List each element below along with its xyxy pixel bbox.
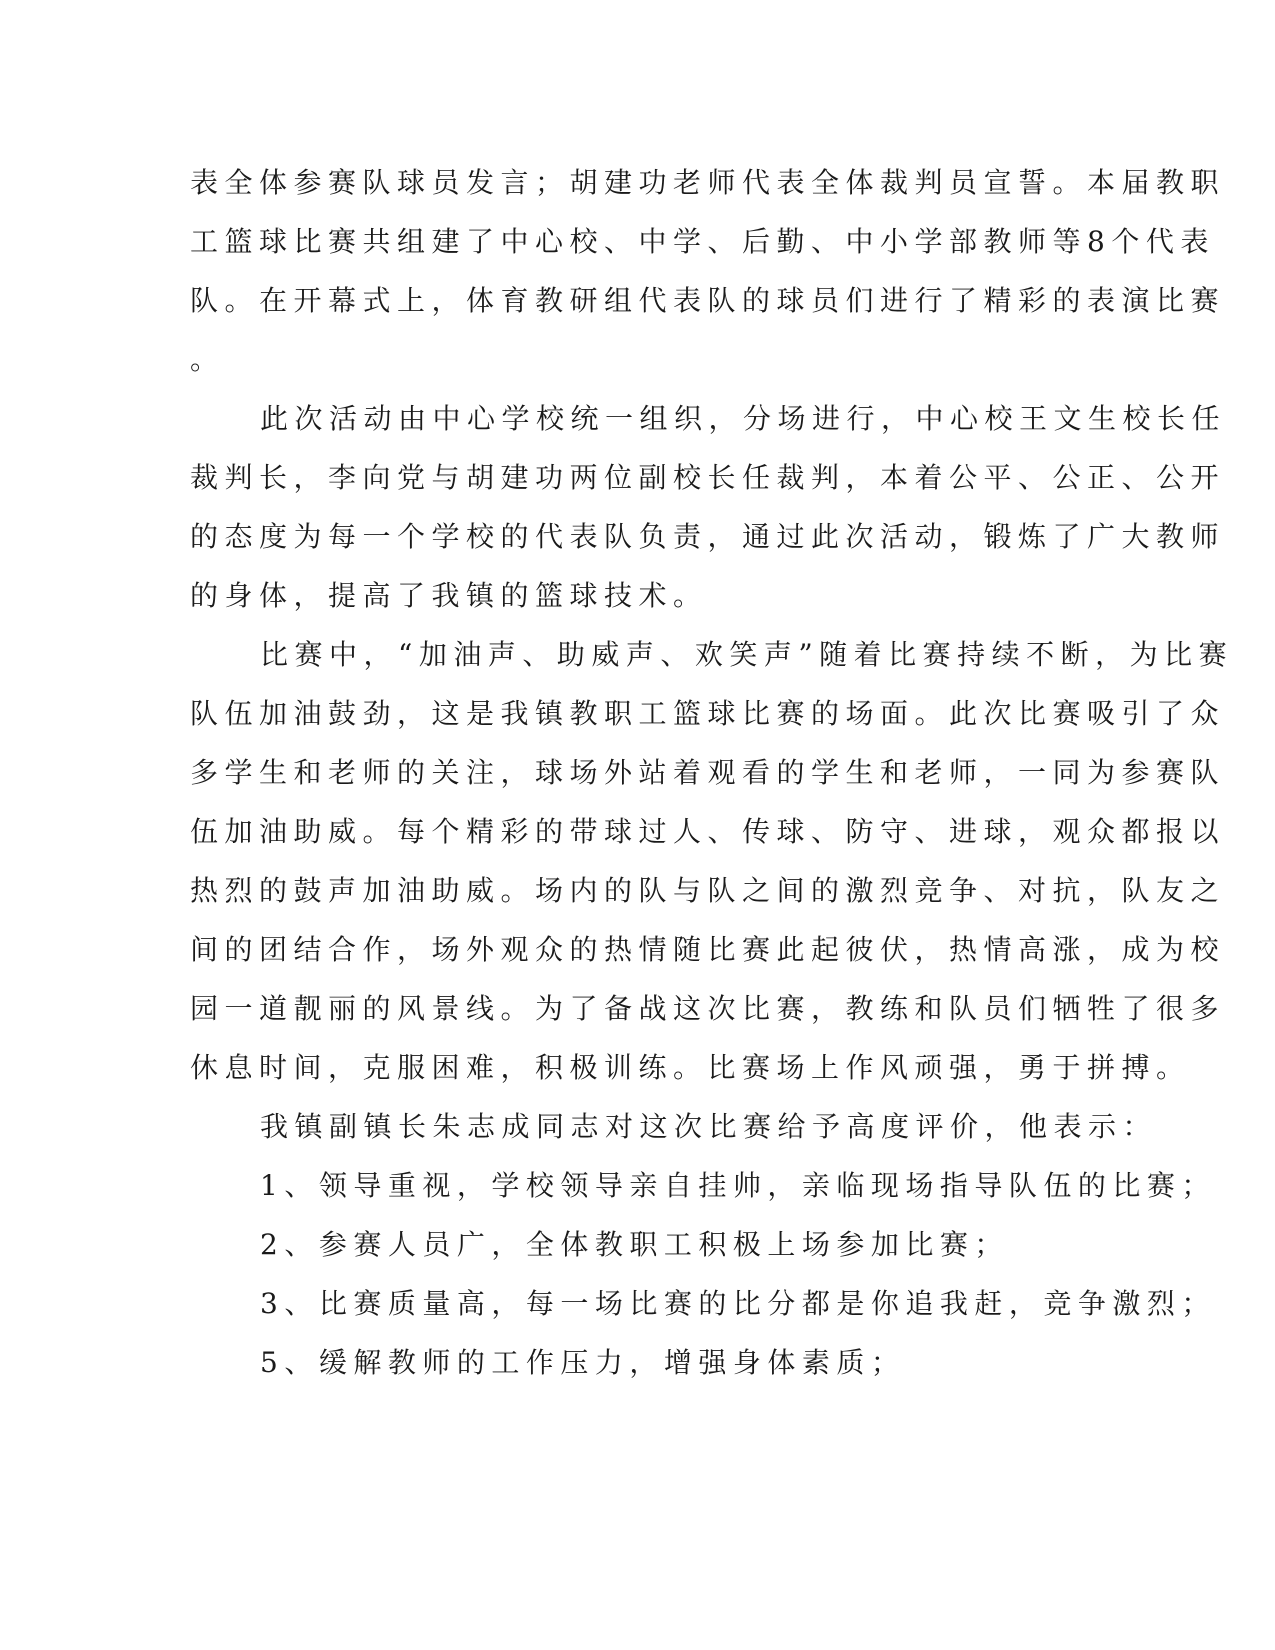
text-line-2: 工篮球比赛共组建了中心校、中学、后勤、中小学部教师等8个代表 xyxy=(190,225,1215,258)
paragraph-3-line-1: 比赛中，“加油声、助威声、欢笑声”随着比赛持续不断，为比赛 xyxy=(260,638,1234,671)
paragraph-3-line-5: 热烈的鼓声加油助威。场内的队与队之间的激烈竞争、对抗，队友之 xyxy=(190,874,1226,907)
paragraph-2-line-4: 的身体，提高了我镇的篮球技术。 xyxy=(190,579,708,612)
text-line-1: 表全体参赛队球员发言；胡建功老师代表全体裁判员宣誓。本届教职 xyxy=(190,166,1226,199)
list-item-5: 5、缓解教师的工作压力，增强身体素质； xyxy=(260,1346,906,1379)
paragraph-3-line-2: 队伍加油鼓劲，这是我镇教职工篮球比赛的场面。此次比赛吸引了众 xyxy=(190,697,1226,730)
list-item-2: 2、参赛人员广，全体教职工积极上场参加比赛； xyxy=(260,1228,1009,1261)
text-line-3: 队。在开幕式上，体育教研组代表队的球员们进行了精彩的表演比赛 xyxy=(190,284,1226,317)
paragraph-3-line-4: 伍加油助威。每个精彩的带球过人、传球、防守、进球，观众都报以 xyxy=(190,815,1226,848)
list-item-1: 1、领导重视，学校领导亲自挂帅，亲临现场指导队伍的比赛； xyxy=(260,1169,1216,1202)
paragraph-2-line-2: 裁判长，李向党与胡建功两位副校长任裁判，本着公平、公正、公开 xyxy=(190,461,1226,494)
paragraph-2-line-3: 的态度为每一个学校的代表队负责，通过此次活动，锻炼了广大教师 xyxy=(190,520,1226,553)
list-item-3: 3、比赛质量高，每一场比赛的比分都是你追我赶，竞争激烈； xyxy=(260,1287,1216,1320)
paragraph-2-line-1: 此次活动由中心学校统一组织，分场进行，中心校王文生校长任 xyxy=(260,402,1227,435)
paragraph-3-line-8: 休息时间，克服困难，积极训练。比赛场上作风顽强，勇于拼搏。 xyxy=(190,1051,1191,1084)
paragraph-3-line-6: 间的团结合作，场外观众的热情随比赛此起彼伏，热情高涨，成为校 xyxy=(190,933,1226,966)
paragraph-3-line-3: 多学生和老师的关注，球场外站着观看的学生和老师，一同为参赛队 xyxy=(190,756,1226,789)
paragraph-3-line-7: 园一道靓丽的风景线。为了备战这次比赛，教练和队员们牺牲了很多 xyxy=(190,992,1226,1025)
text-line-4: 。 xyxy=(190,343,225,376)
paragraph-4-line-1: 我镇副镇长朱志成同志对这次比赛给予高度评价，他表示： xyxy=(260,1110,1158,1143)
